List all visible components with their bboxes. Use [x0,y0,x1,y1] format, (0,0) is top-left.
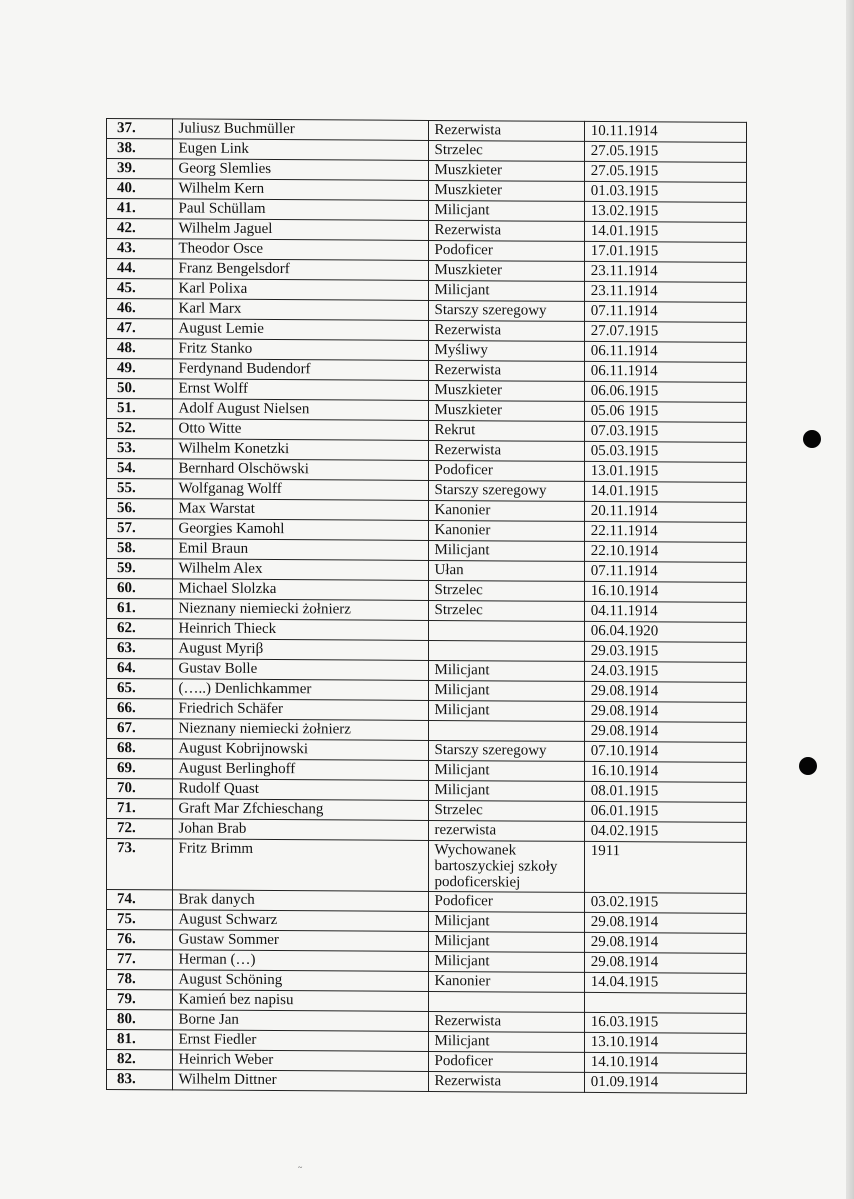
rank-line: bartoszyckiej szkoły [434,858,558,875]
soldier-name: Nieznany niemiecki żołnierz [172,719,428,741]
soldier-rank [428,620,584,641]
soldier-name: Heinrich Weber [172,1050,428,1072]
death-date: 29.08.1914 [584,932,746,953]
soldier-name: Kamień bez napisu [172,990,428,1012]
death-date: 06.01.1915 [584,801,746,822]
table-row [107,1070,747,1094]
soldier-name: Wolfganag Wolff [172,479,428,501]
death-date: 14.01.1915 [584,221,746,242]
punch-hole-icon [803,430,821,448]
soldier-rank: Rezerwista [428,360,584,381]
death-date: 29.08.1914 [584,912,746,933]
soldier-name: Wilhelm Konetzki [172,439,428,461]
soldier-name: Michael Slolzka [172,579,428,601]
death-date: 06.06.1915 [584,381,746,402]
soldier-rank: Rezerwista [428,1071,584,1092]
death-date: 05.03.1915 [584,441,746,462]
row-number: 45. [107,279,173,299]
row-number: 54. [107,459,173,479]
rank-line: podoficerskiej [434,874,521,891]
death-date: 07.11.1914 [584,561,746,582]
soldier-rank: Rezerwista [428,120,584,141]
death-date: 17.01.1915 [584,241,746,262]
row-number: 81. [107,1030,173,1050]
row-number: 56. [107,499,173,519]
row-number: 75. [107,910,173,930]
soldier-name: Borne Jan [172,1010,428,1032]
death-date: 16.10.1914 [584,581,746,602]
row-number: 40. [107,179,173,199]
soldier-name: Max Warstat [172,499,428,521]
soldier-name: August Myriβ [172,639,428,661]
soldier-rank: Muszkieter [428,400,584,421]
table-body [107,119,747,1094]
soldier-rank: Rekrut [428,420,584,441]
punch-hole-icon [799,757,817,775]
death-date: 23.11.1914 [584,281,746,302]
row-number: 51. [107,399,173,419]
soldier-name: Brak danych [172,890,428,912]
soldier-rank: Muszkieter [428,260,584,281]
scan-mark: ~ [298,1163,303,1172]
soldier-name: Johan Brab [172,819,428,841]
row-number: 43. [107,239,173,259]
row-number: 65. [107,679,173,699]
death-date: 14.04.1915 [584,972,746,993]
soldier-rank: Rezerwista [428,1011,584,1032]
row-number: 69. [107,759,173,779]
soldier-name: Wilhelm Alex [172,559,428,581]
row-number: 79. [107,990,173,1010]
soldier-rank: Muszkieter [428,180,584,201]
soldier-rank: Milicjant [428,660,584,681]
death-date: 13.01.1915 [584,461,746,482]
soldier-name: Eugen Link [172,139,428,161]
soldier-name: Gustaw Sommer [172,930,428,952]
soldier-name: Graft Mar Zfchieschang [172,799,428,821]
soldier-name: Juliusz Buchmüller [172,119,428,141]
soldier-rank: Milicjant [428,280,584,301]
row-number: 68. [107,739,173,759]
soldier-rank: rezerwista [428,820,584,841]
death-date: 29.08.1914 [584,701,746,722]
soldier-name: Friedrich Schäfer [172,699,428,721]
row-number: 49. [107,359,173,379]
soldier-name: Nieznany niemiecki żołnierz [172,599,428,621]
soldier-name: August Berlinghoff [172,759,428,781]
row-number: 80. [107,1010,173,1030]
row-number: 82. [107,1050,173,1070]
soldier-rank: Podoficer [428,460,584,481]
soldier-name: Wilhelm Kern [172,179,428,201]
soldier-rank: Milicjant [428,760,584,781]
death-date [584,992,746,1013]
death-date: 14.10.1914 [584,1052,746,1073]
soldier-name: August Kobrijnowski [172,739,428,761]
death-date: 07.10.1914 [584,741,746,762]
soldier-name: Fritz Brimm [172,839,428,892]
soldier-rank: Starszy szeregowy [428,300,584,321]
soldier-name: Adolf August Nielsen [172,399,428,421]
soldier-rank: Starszy szeregowy [428,740,584,761]
soldier-rank: Strzelec [428,800,584,821]
death-date: 01.09.1914 [584,1072,746,1093]
row-number: 64. [107,659,173,679]
soldier-name: Ernst Wolff [172,379,428,401]
death-date: 14.01.1915 [584,481,746,502]
death-date: 13.02.1915 [584,201,746,222]
soldier-rank: Muszkieter [428,160,584,181]
row-number: 77. [107,950,173,970]
soldier-rank: Milicjant [428,951,584,972]
row-number: 39. [107,159,173,179]
soldier-rank: Ułan [428,560,584,581]
row-number: 66. [107,699,173,719]
soldier-rank: Podoficer [428,891,584,912]
row-number: 41. [107,199,173,219]
soldier-rank [428,991,584,1012]
row-number: 52. [107,419,173,439]
row-number: 76. [107,930,173,950]
soldier-name: August Schwarz [172,910,428,932]
death-date: 10.11.1914 [584,121,746,142]
row-number: 61. [107,599,173,619]
death-date: 27.07.1915 [584,321,746,342]
soldier-rank: Strzelec [428,580,584,601]
soldier-rank: Milicjant [428,931,584,952]
row-number: 53. [107,439,173,459]
soldier-name: Wilhelm Jaguel [172,219,428,241]
row-number: 60. [107,579,173,599]
soldier-rank: Kanonier [428,500,584,521]
soldier-name: Otto Witte [172,419,428,441]
row-number: 37. [107,119,173,139]
death-date: 29.03.1915 [584,641,746,662]
soldier-rank: Milicjant [428,911,584,932]
soldier-name: Karl Marx [172,299,428,321]
soldier-name: Ferdynand Budendorf [172,359,428,381]
row-number: 50. [107,379,173,399]
soldier-name: August Schöning [172,970,428,992]
soldier-name: Karl Polixa [172,279,428,301]
death-date: 22.11.1914 [584,521,746,542]
row-number: 62. [107,619,173,639]
soldier-rank: Milicjant [428,540,584,561]
soldier-rank: Strzelec [428,600,584,621]
row-number: 46. [107,299,173,319]
death-date: 22.10.1914 [584,541,746,562]
soldier-name: (…..) Denlichkammer [172,679,428,701]
rank-line: Wychowanek [434,842,517,859]
soldier-name: Theodor Osce [172,239,428,261]
row-number: 58. [107,539,173,559]
soldier-rank: Kanonier [428,971,584,992]
row-number: 59. [107,559,173,579]
death-date: 04.11.1914 [584,601,746,622]
row-number: 72. [107,819,173,839]
soldier-name: Rudolf Quast [172,779,428,801]
page-edge-shadow [846,0,854,1199]
soldier-name: Wilhelm Dittner [172,1070,428,1092]
soldier-rank: Kanonier [428,520,584,541]
soldier-name: Paul Schüllam [172,199,428,221]
soldier-rank: Myśliwy [428,340,584,361]
death-date: 16.03.1915 [584,1012,746,1033]
row-number: 83. [107,1070,173,1090]
death-date: 20.11.1914 [584,501,746,522]
death-date: 06.11.1914 [584,341,746,362]
soldier-rank: Rezerwista [428,320,584,341]
soldier-rank: Rezerwista [428,220,584,241]
burial-register-table-wrap [106,118,747,1090]
soldier-rank: Milicjant [428,680,584,701]
soldier-rank: Milicjant [428,200,584,221]
death-date: 29.08.1914 [584,952,746,973]
soldier-name: Emil Braun [172,539,428,561]
death-date: 07.03.1915 [584,421,746,442]
death-date: 13.10.1914 [584,1032,746,1053]
row-number: 78. [107,970,173,990]
soldier-rank [428,840,584,892]
row-number: 48. [107,339,173,359]
soldier-name: Herman (…) [172,950,428,972]
table-row [107,839,747,894]
death-date: 1911 [584,841,746,893]
soldier-rank: Milicjant [428,700,584,721]
soldier-rank: Milicjant [428,1031,584,1052]
soldier-name: Bernhard Olschöwski [172,459,428,481]
row-number: 38. [107,139,173,159]
soldier-rank: Strzelec [428,140,584,161]
soldier-rank: Rezerwista [428,440,584,461]
row-number: 57. [107,519,173,539]
death-date: 01.03.1915 [584,181,746,202]
death-date: 29.08.1914 [584,681,746,702]
row-number: 73. [107,839,173,890]
row-number: 70. [107,779,173,799]
soldier-rank [428,720,584,741]
death-date: 29.08.1914 [584,721,746,742]
death-date: 06.04.1920 [584,621,746,642]
soldier-rank [428,640,584,661]
death-date: 05.06 1915 [584,401,746,422]
soldier-name: Georg Slemlies [172,159,428,181]
soldier-name: Georgies Kamohl [172,519,428,541]
soldier-rank: Muszkieter [428,380,584,401]
soldier-name: Heinrich Thieck [172,619,428,641]
row-number: 42. [107,219,173,239]
death-date: 08.01.1915 [584,781,746,802]
soldier-rank: Podoficer [428,240,584,261]
soldier-name: Gustav Bolle [172,659,428,681]
death-date: 04.02.1915 [584,821,746,842]
soldier-rank: Milicjant [428,780,584,801]
death-date: 27.05.1915 [584,141,746,162]
death-date: 16.10.1914 [584,761,746,782]
soldier-rank: Podoficer [428,1051,584,1072]
row-number: 63. [107,639,173,659]
death-date: 06.11.1914 [584,361,746,382]
death-date: 24.03.1915 [584,661,746,682]
soldier-name: Franz Bengelsdorf [172,259,428,281]
death-date: 07.11.1914 [584,301,746,322]
soldier-rank: Starszy szeregowy [428,480,584,501]
row-number: 55. [107,479,173,499]
burial-register-table [106,118,747,1094]
soldier-name: Fritz Stanko [172,339,428,361]
row-number: 74. [107,890,173,910]
row-number: 44. [107,259,173,279]
row-number: 71. [107,799,173,819]
soldier-name: Ernst Fiedler [172,1030,428,1052]
death-date: 23.11.1914 [584,261,746,282]
row-number: 67. [107,719,173,739]
death-date: 27.05.1915 [584,161,746,182]
soldier-name: August Lemie [172,319,428,341]
death-date: 03.02.1915 [584,892,746,913]
row-number: 47. [107,319,173,339]
